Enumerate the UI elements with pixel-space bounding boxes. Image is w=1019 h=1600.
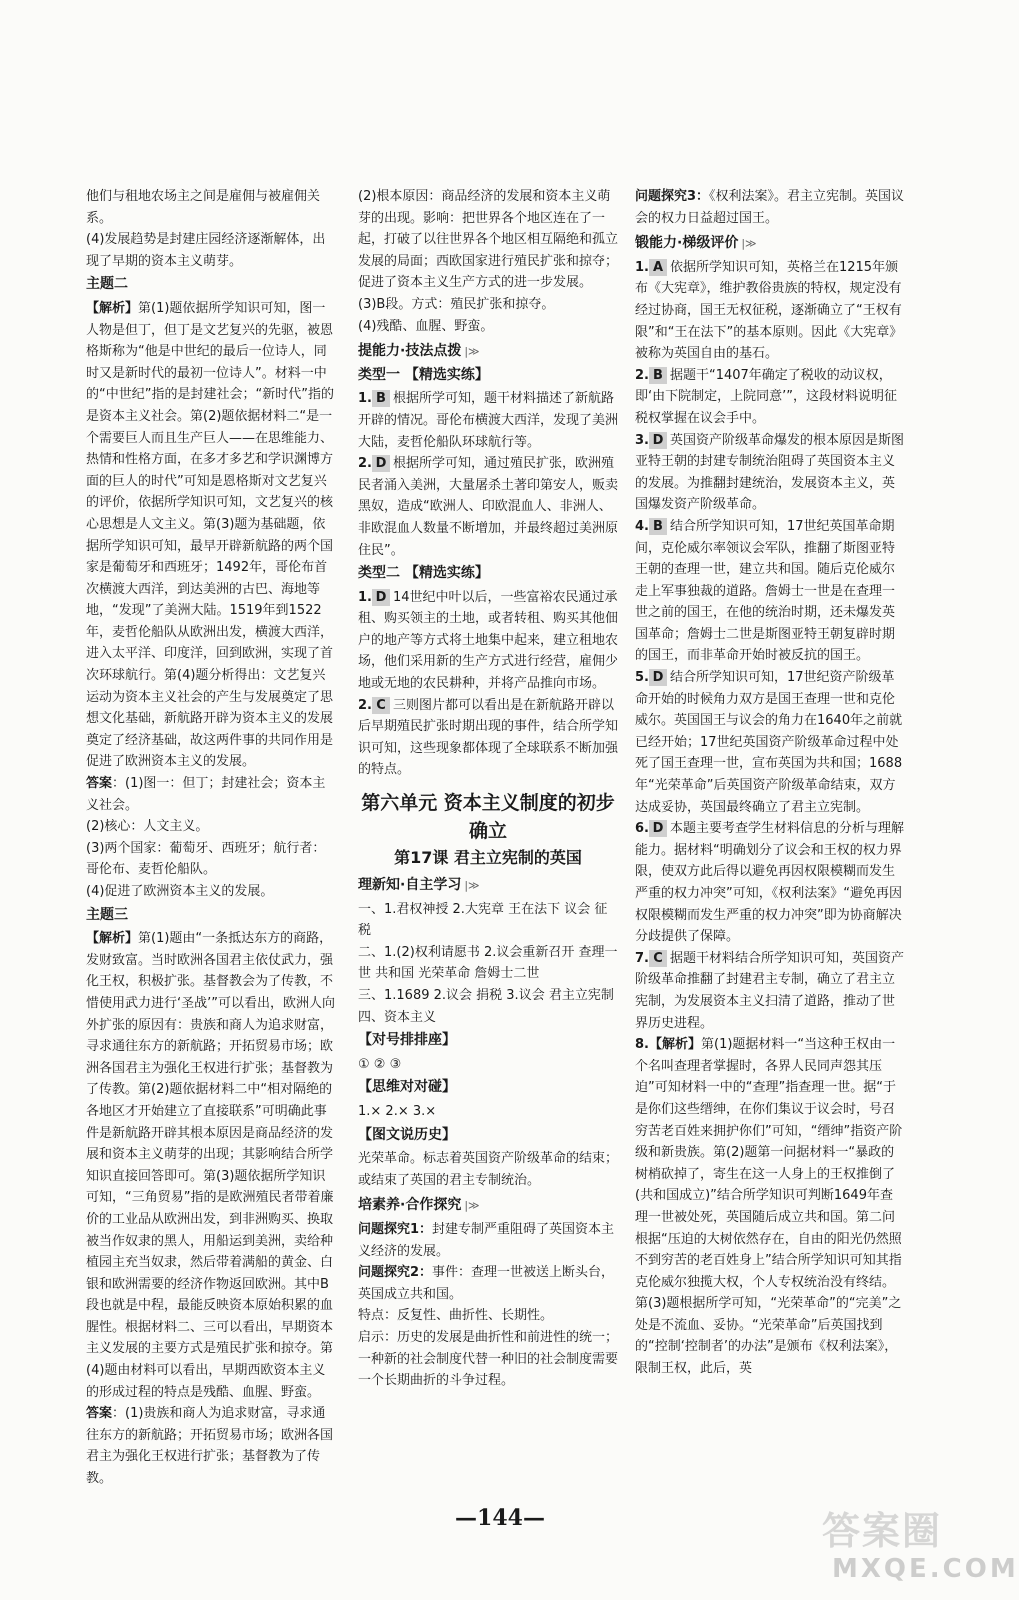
topic-heading-2: 主题二 (86, 276, 128, 293)
analysis-paragraph (86, 928, 336, 1403)
answer-badge: B (372, 390, 390, 407)
fill-line: 一、1.君权神授 2.大宪章 王在法下 议会 征税 (358, 901, 608, 939)
fill-line: 二、1.(2)权利请愿书 2.议会重新召开 查理一世 共和国 光荣革命 詹姆士二世 (358, 944, 618, 982)
type-heading: 类型二 【精选实练】 (358, 565, 489, 582)
lesson-title: 第17课 君主立宪制的英国 (394, 848, 582, 868)
explore-item: 问题探究1：封建专制严重阻碍了英国资本主义经济的发展。 (358, 1221, 615, 1259)
explore-line: 启示：历史的发展是曲折性和前进性的统一；一种新的社会制度代替一种旧的社会制度需要一个长期曲折的斗争过程。 (358, 1329, 619, 1389)
fill-line: 三、1.1689 2.议会 捐税 3.议会 君主立宪制 (358, 988, 614, 1003)
paragraph: 他们与租地农场主之间是雇佣与被雇佣关系。 (86, 189, 321, 226)
answer-paragraph (86, 773, 336, 816)
watermark-text: 答案圈 (822, 1509, 943, 1553)
answer-line: (3)两个国家：葡萄牙、西班牙；航行者：哥伦布、麦哲伦船队。 (86, 840, 326, 878)
explore-line: 特点：反复性、曲折性、长期性。 (358, 1308, 554, 1324)
watermark-url: MXQE.COM (832, 1554, 1019, 1584)
answer-badge: D (649, 669, 667, 686)
review-item: 7. C 据题干材料结合所学知识可知，英国资产阶级革命推翻了封建君主专制，确立了君主立宪制，为发展资本主义扫清了道路，推动了世界历史进程。 (635, 950, 904, 1031)
answer-badge: D (649, 432, 667, 449)
answer-paragraph (86, 1403, 336, 1489)
sub-answer: 光荣革命。标志着英国资产阶级革命的结束；或结束了英国的君主专制统治。 (358, 1151, 619, 1188)
question-item: 2. D 根据所学可知，通过殖民扩张，欧洲殖民者涌入美洲，大量屠杀土著印第安人，贩卖黑奴，造成“欧洲人、印欧混血人、非洲人、非欧混血人数量不断增加，并最终超过美洲原住民”。 (358, 456, 619, 558)
paragraph: (4)发展趋势是封建庄园经济逐渐解体，出现了早期的资本主义萌芽。 (86, 232, 326, 269)
answer-badge: D (372, 589, 390, 606)
watermark-logo (822, 1508, 1019, 1593)
answer-badge: D (649, 820, 667, 837)
arrow-icon: |≫ (464, 879, 480, 893)
answer-line: (2)核心：人文主义。 (86, 819, 209, 835)
unit-title: 第六单元 资本主义制度的初步确立 (361, 792, 615, 843)
review-item: 8.【解析】第(1)题据材料一“当这种王权由一个名叫查理者掌握时，各界人民同声怨其压迫”可知材料一中的“查理”指查理一世。据“于是你们这些缙绅，在你们集议于议会时，号召穷苦老百姓来拥护你们”可知，“缙绅”指资产阶级和新贵族。第(2)题第一问据材料一“暴政的树梢砍掉了，寄生在这一人身上的王权推倒了(共和国成立)”结合所学知识可判断1649年查理一世被处死，英国随后成立共和国。第二问根据“压迫的大树依然存在，自由的阳光仍然照不到穷苦的老百姓身上”结合所学知识可知其指克伦威尔独揽大权，个人专权统治没有终结。第(3)题根据所学可知，“光荣革命”的“完美”之处是不流血、妥协。“光荣革命”后英国找到的“控制‘控制者’的办法”是颁布《权利法案》，限制王权，此后，英 (635, 1037, 903, 1377)
review-item: 4. B 结合所学知识可知，17世纪英国革命期间，克伦威尔率领议会军队，推翻了斯图亚特王朝的查理一世，建立共和国。随后克伦威尔走上军事独裁的道路。詹姆士一世是在查理一世之前的国王，在他的统治时期，还未爆发英国革命；詹姆士二世是斯图亚特王朝复辟时期的国王，而非革命开始时被反抗的国王。 (635, 518, 896, 664)
answer-badge: B (649, 518, 667, 535)
sub-answer: 1.× 2.× 3.× (358, 1103, 437, 1119)
analysis-text: 第(1)题依据所学知识可知，图一人物是但丁，但丁是文艺复兴的先驱，被恩格斯称为“他是中世纪的最后一位诗人，同时又是新时代的最初一位诗人”。材料一中的“中世纪”指的是封建社会；“新时代”指的是资本主义社会。第(2)题依据材料二“是一个需要巨人而且生产巨人——在思维能力、热情和性格方面，在多才多艺和学识渊博方面的巨人的时代”可知是恩格斯对文艺复兴的评价，依据所学知识可知，文艺复兴的核心思想是人文主义。第(3)题为基础题，依据所学知识可知，最早开辟新航路的两个国家是葡萄牙和西班牙；1492年，哥伦布首次横渡大西洋，到达美洲的古巴、海地等地，“发现”了美洲大陆。1519年到1522年，麦哲伦船队从欧洲出发，横渡大西洋，进入太平洋、印度洋，回到欧洲，实现了首次环球航行。第(4)题分析得出：文艺复兴运动为资本主义社会的产生与发展奠定了思想文化基础，新航路开辟为资本主义的发展奠定了经济基础，故这两件事的共同作用是促进了欧洲资本主义的发展。 (86, 300, 334, 770)
arrow-icon: |≫ (741, 237, 757, 251)
answer-badge: A (649, 259, 667, 276)
answer-tag: 答案 (86, 776, 113, 792)
arrow-icon: |≫ (464, 1199, 480, 1213)
paragraph: (4)残酷、血腥、野蛮。 (358, 318, 494, 334)
paragraph: (2)根本原因：商品经济的发展和资本主义萌芽的出现。影响：把世界各个地区连在了一起，打破了以往世界各个地区相互隔绝和孤立发展的局面；西欧国家进行殖民扩张和掠夺；促进了资本主义生产方式的进一步发展。 (358, 189, 619, 291)
arrow-icon: |≫ (464, 345, 480, 359)
question-item: 1. B 根据所学可知，题干材料描述了新航路开辟的情况。哥伦布横渡大西洋，发现了美洲大陆，麦哲伦船队环球航行等。 (358, 391, 619, 450)
answer-text: ：(1)图一：但丁；封建社会；资本主义社会。 (86, 776, 326, 813)
section-heading: 锻能力·梯级评价 |≫ (635, 235, 757, 252)
answer-badge: C (372, 697, 390, 714)
sub-heading: 【对号排排座】 (358, 1032, 456, 1049)
answer-text: ：(1)贵族和商人为追求财富，寻求通往东方的新航路；开拓贸易市场；欧洲各国君主为强化王权进行扩张；基督教为了传教。 (86, 1406, 334, 1487)
review-item: 2. B 据题干“1407年确定了税收的动议权，即‘由下院制定，上院同意’”，这段材料说明征税权掌握在议会手中。 (635, 367, 897, 426)
type-heading: 类型一 【精选实练】 (358, 366, 489, 383)
answer-tag: 答案 (86, 1406, 113, 1422)
question-item: 1. D 14世纪中叶以后，一些富裕农民通过承租、购买领主的土地，或者转租、购买其他佃户的地产等方式将土地集中起来，建立租地农场，他们采用新的生产方式进行经营，雇佣少地或无地的农民耕种，并将产品推向市场。 (358, 589, 619, 692)
review-item: 3. D 英国资产阶级革命爆发的根本原因是斯图亚特王朝的封建专制统治阻碍了英国资本主义的发展。为推翻封建统治，发展资本主义，英国爆发资产阶级革命。 (635, 432, 904, 513)
column-2 (358, 186, 618, 1392)
answer-badge: D (372, 455, 390, 472)
sub-heading: 【图文说历史】 (358, 1126, 456, 1143)
review-item: 1. A 依据所学知识可知，英格兰在1215年颁布《大宪章》，维护教俗贵族的特权，规定没有经过协商，国王无权征税，逐渐确立了“王权有限”和“王在法下”的基本原则。因此《大宪章》被称为英国自由的基石。 (635, 259, 903, 362)
analysis-paragraph (86, 298, 336, 773)
analysis-tag: 【解析】 (86, 931, 139, 947)
paragraph: (3)B段。方式：殖民扩张和掠夺。 (358, 296, 555, 312)
fill-line: 四、资本主义 (358, 1009, 437, 1025)
column-1 (86, 186, 336, 1490)
answer-line: (4)促进了欧洲资本主义的发展。 (86, 884, 274, 899)
analysis-text: 第(1)题由“一条抵达东方的商路，发财致富。当时欧洲各国君主依仗武力，强化王权，积极扩张。基督教会为了传教，不惜使用武力进行‘圣战’”可以看出，欧洲人向外扩张的原因有：贵族和商人为追求财富，寻求通往东方的新航路；开拓贸易市场；欧洲各国君主为强化王权进行扩张；基督教为了传教。第(2)题依据材料二中“相对隔绝的各地区才开始建立了直接联系”可明确此事件是新航路开辟其根本原因是商品经济的发展和资本主义萌芽的出现；其影响结合所学知识直接回答即可。第(3)题依据所学知识可知，“三角贸易”指的是欧洲殖民者带着廉价的工业品从欧洲出发，到非洲购买、换取被当作奴隶的黑人，用船运到美洲，卖给种植园主充当奴隶，然后带着满船的黄金、白银和欧洲需要的经济作物返回欧洲。其中B段也就是中程，最能反映资本原始积累的血腥性。根据材料二、三可以看出，早期资本主义发展的主要方式是殖民扩张和掠夺。第(4)题由材料可以看出，早期西欧资本主义的形成过程的特点是残酷、血腥、野蛮。 (86, 931, 335, 1400)
analysis-tag: 【解析】 (86, 300, 139, 316)
topic-heading-3: 主题三 (86, 906, 128, 923)
answer-badge: B (649, 367, 667, 384)
explore-item: 问题探究2：事件：查理一世被送上断头台，英国成立共和国。 (358, 1265, 615, 1302)
section-heading: 培素养·合作探究 |≫ (358, 1197, 480, 1214)
page-number: —144— (455, 1505, 545, 1531)
review-item: 5. D 结合所学知识可知，17世纪资产阶级革命开始的时候角力双方是国王查理一世和克伦威尔。英国国王与议会的角力在1640年之前就已经开始；17世纪英国资产阶级革命过程中处死了国王查理一世，宣布英国为共和国；1688年“光荣革命”后英国资产阶级革命结束，双方达成妥协，英国最终确立了君主立宪制。 (635, 670, 903, 815)
answer-badge: C (649, 950, 667, 967)
explore-item: 问题探究3：《权利法案》。君主立宪制。英国议会的权力日益超过国王。 (635, 189, 905, 226)
sub-answer: ① ② ③ (358, 1056, 402, 1072)
sub-heading: 【思维对对碰】 (358, 1079, 456, 1096)
section-heading: 提能力·技法点拨 |≫ (358, 343, 480, 360)
review-item: 6. D 本题主要考查学生材料信息的分析与理解能力。据材料“明确划分了议会和王权的权力界限，使双方此后得以避免再因权限模糊而发生严重的权力冲突”可知，《权利法案》“避免再因权限模糊而发生严重的权力冲突”即为协商解决分歧提供了保障。 (635, 821, 904, 945)
column-3 (635, 186, 905, 1380)
question-item: 2. C 三则图片都可以看出是在新航路开辟以后早期殖民扩张时期出现的事件，结合所学知识可知，这些现象都体现了全球联系不断加强的特点。 (358, 697, 619, 778)
section-heading: 理新知·自主学习 |≫ (358, 877, 480, 894)
